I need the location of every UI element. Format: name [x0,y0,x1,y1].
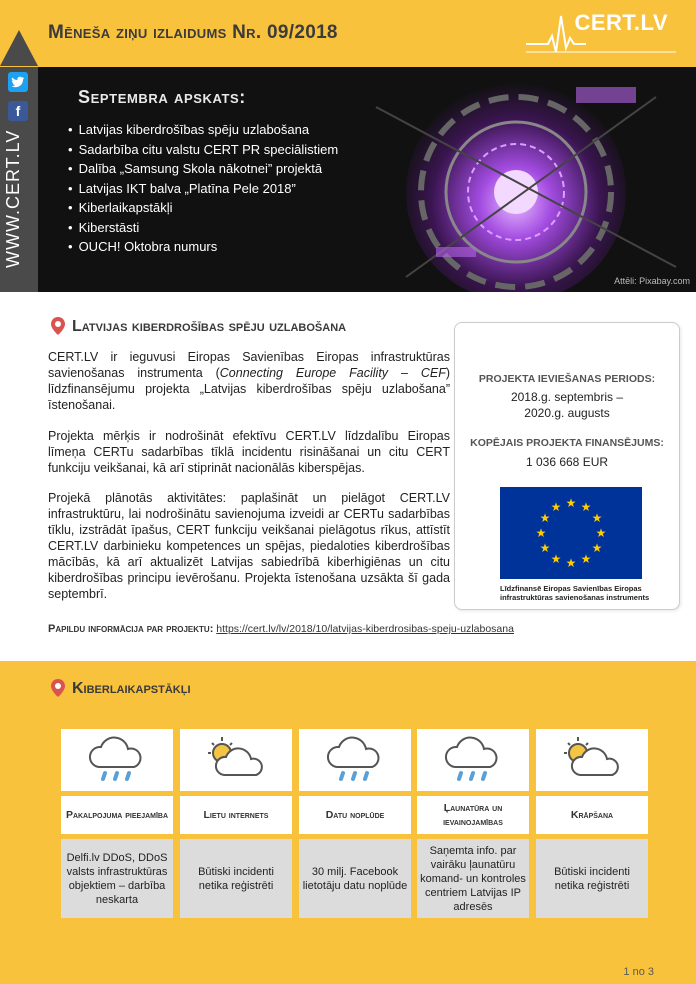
weather-category: Krāpšana [536,796,648,834]
website-url[interactable]: WWW.CERT.LV [3,129,23,268]
weather-icon-cell [180,729,292,791]
project-info-box [454,322,680,610]
overview-item[interactable]: • Latvijas kiberdrošības spēju uzlabošana [68,120,338,140]
hero-banner [38,67,696,292]
weather-icon-cell [536,729,648,791]
funding-value: 1 036 668 EUR [525,455,609,469]
overview-item[interactable]: • Kiberlaikapstākļi [68,198,338,218]
sun-cloud-icon [180,729,292,791]
paragraph-1-text-end: ) līdzfinansējumu projekta „Latvijas kiberdrošības spēju uzlabošana” īstenošanai. [48,366,451,412]
weather-category: Lietu internets [180,796,292,834]
weather-status: Būtiski incidenti netika reģistrēti [536,839,648,918]
location-pin-icon [51,317,65,335]
weather-icon-cell [417,729,529,791]
weather-category: Pakalpojuma pieejamība [61,796,173,834]
svg-text:★: ★ [550,552,562,566]
eu-flag-icon [500,487,642,579]
overview-item[interactable]: • OUCH! Oktobra numurs [68,237,338,257]
image-credit: Attēli: Pixabay.com [614,276,690,286]
weather-status: Būtiski incidenti netika reģistrēti [180,839,292,918]
funding-label: KOPĒJAIS PROJEKTA FINANSĒJUMS: [470,437,664,449]
svg-text:★: ★ [539,541,551,555]
svg-text:★: ★ [565,496,577,510]
overview-item[interactable]: • Dalība „Samsung Skola nākotnei” projektā [68,159,338,179]
overview-item[interactable]: • Kiberstāsti [68,218,338,238]
weather-category: Ļaunatūra un ievainojamības [417,796,529,834]
svg-text:★: ★ [580,500,592,514]
paragraph-1-text: CERT.LV ir ieguvusi Eiropas Savienības Eiropas infrastruktūras savienošanas instrumenta ( [48,350,450,380]
overview-item[interactable]: • Sadarbība citu valstu CERT PR speciālistiem [68,140,338,160]
more-info [48,623,514,635]
eu-caption [500,584,660,602]
weather-section-title: Kiberlaikapstākļi [72,680,191,697]
more-info-label: Papildu informācija par projektu: [48,623,214,635]
svg-text:★: ★ [595,526,607,540]
svg-text:★: ★ [580,552,592,566]
twitter-icon[interactable] [8,72,28,92]
cert-logo [526,8,676,56]
sun-cloud-icon [536,729,648,791]
period-line-1: 2018.g. septembris – [510,390,624,404]
newsletter-title: Mēneša ziņu izlaidums Nr. 09/2018 [48,22,338,43]
page-header [0,0,696,67]
svg-text:★: ★ [591,511,603,525]
logo-text: CERT.LV [574,10,668,35]
svg-text:★: ★ [550,500,562,514]
facebook-icon[interactable]: f [8,101,28,121]
period-line-2: 2020.g. augusts [524,406,610,420]
project-section [0,292,696,661]
paragraph-1 [48,349,450,413]
sidebar-notch [0,30,38,66]
period-label: PROJEKTA IEVIEŠANAS PERIODS: [478,373,656,385]
weather-status: Delfi.lv DDoS, DDoS valsts infrastruktūras objektiem – darbība neskarta [61,839,173,918]
project-link[interactable]: https://cert.lv/lv/2018/10/latvijas-kiberdrosibas-speju-uzlabosana [216,623,514,635]
rain-cloud-icon [417,729,529,791]
paragraph-1-italic: Connecting Europe Facility – CEF [219,366,446,380]
eu-caption-line-2: infrastruktūras savienošanas instruments [500,593,650,602]
cyber-art-image [316,67,696,292]
overview-list [68,120,338,257]
section-title: Latvijas kiberdrošības spēju uzlabošana [72,318,347,335]
weather-icon-cell [299,729,411,791]
svg-text:★: ★ [539,511,551,525]
overview-item[interactable]: • Latvijas IKT balva „Platīna Pele 2018” [68,179,338,199]
location-pin-icon [51,679,65,697]
weather-icon-cell [61,729,173,791]
weather-category: Datu noplūde [299,796,411,834]
weather-status: Saņemta info. par vairāku ļaunatūru komand- un kontroles centriem Latvijas IP adresēs [417,839,529,918]
svg-text:★: ★ [565,556,577,570]
hero-title: Septembra apskats: [78,87,246,107]
page-number: 1 no 3 [623,966,654,978]
rain-cloud-icon [61,729,173,791]
svg-text:★: ★ [535,526,547,540]
paragraph-2: Projekta mērķis ir nodrošināt efektīvu CERT.LV līdzdalību Eiropas līmeņa CERTu sadarbības tīklā incidentu risināšanai un citu CERT funkciju veikšanai, kā arī stiprināt nacionālās kiberspējas. [48,429,450,475]
eu-caption-line-1: Līdzfinansē Eiropas Savienības Eiropas [500,584,642,593]
paragraph-3: Projekā plānotās aktivitātes: paplašināt un pielāgot CERT.LV infrastruktūru, lai nodrošinātu savienojuma izveidi ar CERTu sadarbības tīklu, izstrādāt īpašus, CERT funkciju veikšanai pielāgotus rīkus, attīstīt CERT.LV darbinieku kompetences un spējas, piedaloties kiberdrošības mācībās, kā arī aktualizēt Latvijas sabiedrībā kiberhigiēnas un citu kiberdrošības principu ievērošanu. Projekta īstenošana uzsākta šī gada septembrī. [48,491,450,601]
weather-status: 30 milj. Facebook lietotāju datu noplūde [299,839,411,918]
rain-cloud-icon [299,729,411,791]
svg-text:★: ★ [591,541,603,555]
